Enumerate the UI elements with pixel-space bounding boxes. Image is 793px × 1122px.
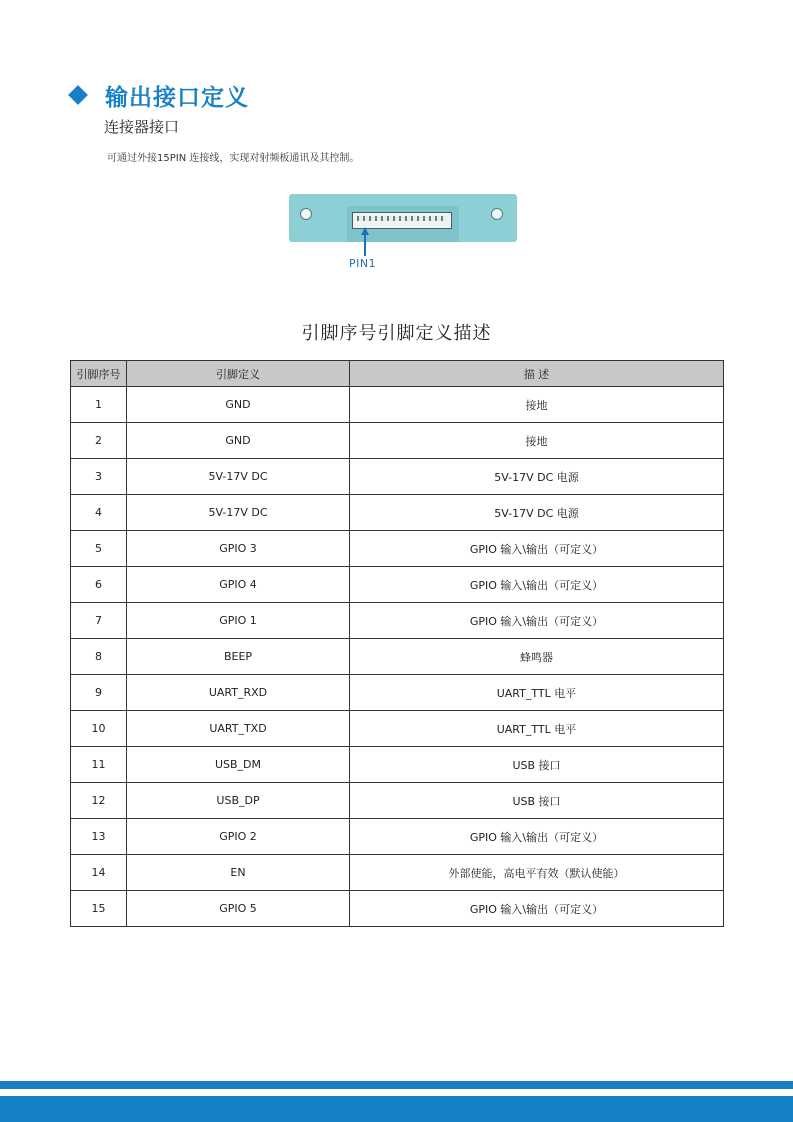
cell-pin-number: 3 [71,459,127,495]
cell-pin-definition: GPIO 2 [127,819,350,855]
mounting-hole-right-icon [491,208,503,220]
cell-pin-definition: 5V-17V DC [127,459,350,495]
footer-band-thin [0,1081,793,1089]
section-subtitle: 连接器接口 [104,118,180,136]
cell-pin-number: 12 [71,783,127,819]
pin1-pointer-line [364,234,366,256]
cell-pin-number: 13 [71,819,127,855]
section-description: 可通过外接15PIN 连接线，实现对射频板通讯及其控制。 [107,153,360,164]
table-row [71,855,724,891]
cell-pin-definition: EN [127,855,350,891]
cell-pin-definition: UART_TXD [127,711,350,747]
cell-description: GPIO 输入\输出（可定义） [350,819,724,855]
cell-description: GPIO 输入\输出（可定义） [350,891,724,927]
table-row [71,891,724,927]
table-header-row [71,361,724,387]
cell-description: 5V-17V DC 电源 [350,495,724,531]
cell-description: GPIO 输入\输出（可定义） [350,531,724,567]
cell-description: 接地 [350,423,724,459]
cell-pin-number: 15 [71,891,127,927]
table-row [71,459,724,495]
table-row [71,495,724,531]
diamond-bullet-icon [68,85,88,105]
cell-pin-number: 9 [71,675,127,711]
cell-pin-definition: GPIO 3 [127,531,350,567]
section-heading [68,78,249,112]
cell-description: 蜂鸣器 [350,639,724,675]
pin-definition-table [70,360,724,927]
cell-description: GPIO 输入\输出（可定义） [350,603,724,639]
table-row [71,387,724,423]
cell-description: USB 接口 [350,783,724,819]
cell-pin-definition: GPIO 4 [127,567,350,603]
cell-pin-definition: GPIO 1 [127,603,350,639]
table-row [71,423,724,459]
table-title: 引脚序号引脚定义描述 [301,323,492,344]
header-pin-number: 引脚序号 [71,361,127,387]
cell-description: 外部使能，高电平有效（默认使能） [350,855,724,891]
cell-pin-definition: BEEP [127,639,350,675]
cell-pin-number: 4 [71,495,127,531]
cell-pin-definition: GPIO 5 [127,891,350,927]
cell-description: 接地 [350,387,724,423]
cell-pin-number: 6 [71,567,127,603]
cell-description: GPIO 输入\输出（可定义） [350,567,724,603]
cell-pin-definition: USB_DP [127,783,350,819]
cell-pin-number: 7 [71,603,127,639]
cell-pin-definition: UART_RXD [127,675,350,711]
cell-pin-number: 2 [71,423,127,459]
table-row [71,747,724,783]
cell-pin-number: 11 [71,747,127,783]
cell-pin-number: 5 [71,531,127,567]
cell-pin-number: 14 [71,855,127,891]
table-row [71,711,724,747]
footer-band-thick [0,1096,793,1122]
cell-pin-definition: GND [127,423,350,459]
cell-pin-number: 8 [71,639,127,675]
cell-description: UART_TTL 电平 [350,711,724,747]
cell-description: 5V-17V DC 电源 [350,459,724,495]
mounting-hole-left-icon [300,208,312,220]
table-row [71,639,724,675]
cell-pin-definition: USB_DM [127,747,350,783]
cell-pin-definition: GND [127,387,350,423]
connector-image [289,194,517,242]
header-pin-definition: 引脚定义 [127,361,350,387]
connector-pins [357,216,447,221]
cell-description: USB 接口 [350,747,724,783]
cell-description: UART_TTL 电平 [350,675,724,711]
table-row [71,675,724,711]
table-row [71,531,724,567]
cell-pin-number: 10 [71,711,127,747]
cell-pin-definition: 5V-17V DC [127,495,350,531]
pin1-label: PIN1 [349,257,377,270]
header-description: 描 述 [350,361,724,387]
cell-pin-number: 1 [71,387,127,423]
table-row [71,603,724,639]
table-row [71,819,724,855]
table-row [71,567,724,603]
page-title: 输出接口定义 [105,84,249,111]
table-row [71,783,724,819]
